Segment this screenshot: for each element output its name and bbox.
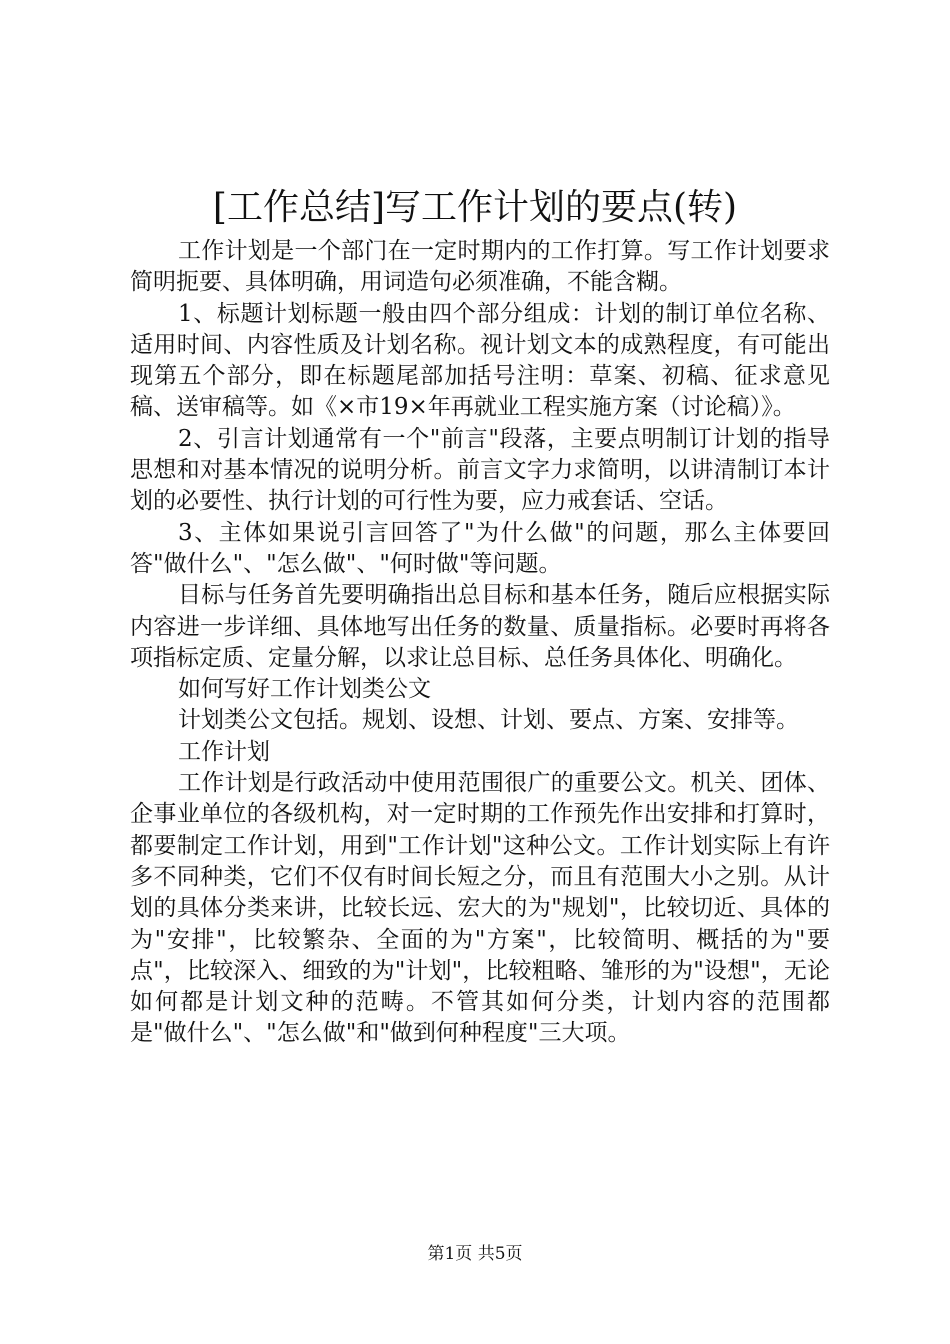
paragraph-heading-how-to: 如何写好工作计划类公文 — [178, 676, 431, 703]
paragraph-title-section: 1、标题计划标题一般由四个部分组成：计划的制订单位名称、适用时间、内容性质及计划名称。视计划文本的成熟程度，有可能出现第五个部分，即在标题尾部加括号注明：草案、初稿、征求意见稿、送审稿等。如《×市19×年再就业工程实施方案（讨论稿）》。 — [130, 300, 830, 421]
page-indicator: 第1页 共5页 — [427, 1244, 523, 1264]
paragraph-main-section: 3、主体如果说引言回答了"为什么做"的问题，那么主体要回答"做什么"、"怎么做"、"何时做"等问题。 — [130, 519, 830, 577]
paragraph-work-plan-detail: 工作计划是行政活动中使用范围很广的重要公文。机关、团体、企事业单位的各级机构，对一定时期的工作预先作出安排和打算时，都要制定工作计划，用到"工作计划"这种公文。工作计划实际上有许多不同种类，它们不仅有时间长短之分，而且有范围大小之别。从计划的具体分类来讲，比较长远、宏大的为"规划"，比较切近、具体的为"安排"，比较繁杂、全面的为"方案"，比较简明、概括的为"要点"，比较深入、细致的为"计划"，比较粗略、雏形的为"设想"，无论如何都是计划文种的范畴。不管其如何分类，计划内容的范围都是"做什么"、"怎么做"和"做到何种程度"三大项。 — [130, 770, 830, 1047]
paragraph-preface-section: 2、引言计划通常有一个"前言"段落，主要点明制订计划的指导思想和对基本情况的说明分析。前言文字力求简明，以讲清制订本计划的必要性、执行计划的可行性为要，应力戒套话、空话。 — [130, 425, 830, 515]
paragraph-intro: 工作计划是一个部门在一定时期内的工作打算。写工作计划要求简明扼要、具体明确，用词造句必须准确，不能含糊。 — [130, 238, 830, 296]
document-body — [130, 236, 830, 1050]
paragraph-heading-work-plan: 工作计划 — [178, 738, 270, 765]
paragraph-goals: 目标与任务首先要明确指出总目标和基本任务，随后应根据实际内容进一步详细、具体地写出任务的数量、质量指标。必要时再将各项指标定质、定量分解，以求让总目标、总任务具体化、明确化。 — [130, 582, 830, 671]
paragraph-plan-types: 计划类公文包括。规划、设想、计划、要点、方案、安排等。 — [178, 707, 799, 734]
document-title: [工作总结]写工作计划的要点(转) — [212, 187, 738, 228]
